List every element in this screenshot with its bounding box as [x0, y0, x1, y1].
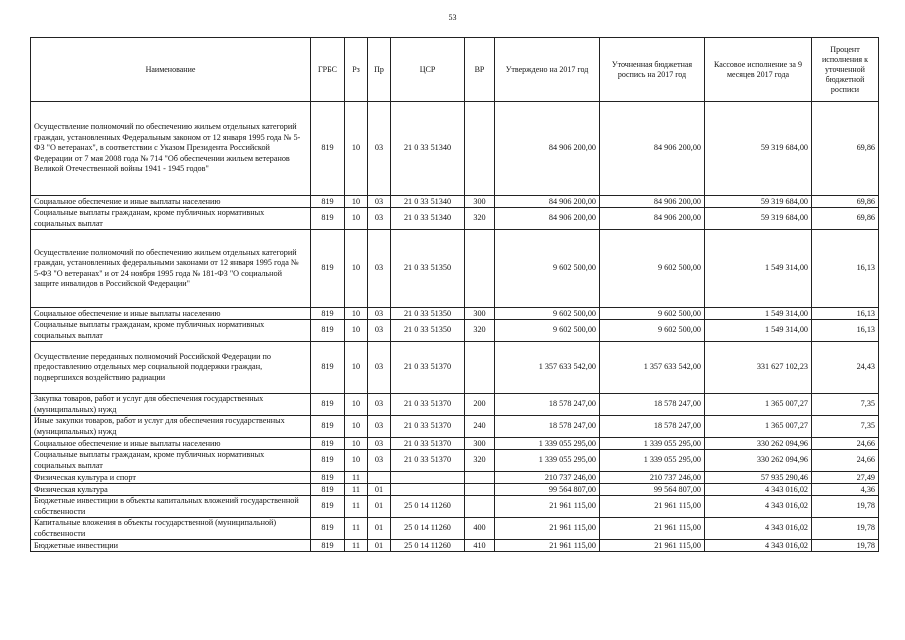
table-cell-csr	[391, 472, 465, 484]
table-cell-percent: 7,35	[812, 394, 879, 416]
table-cell-rz: 11	[345, 540, 368, 552]
table-cell-rz: 10	[345, 230, 368, 308]
table-cell-vr: 320	[465, 450, 495, 472]
table-cell-grbs: 819	[311, 540, 345, 552]
table-cell-refined: 84 906 200,00	[600, 196, 705, 208]
table-cell-csr: 21 0 33 51370	[391, 450, 465, 472]
table-cell-refined: 9 602 500,00	[600, 230, 705, 308]
table-cell-percent: 27,49	[812, 472, 879, 484]
header-pr: Пр	[368, 38, 391, 102]
table-cell-name: Социальное обеспечение и иные выплаты населению	[31, 438, 311, 450]
table-cell-cash: 57 935 290,46	[705, 472, 812, 484]
table-cell-name: Осуществление переданных полномочий Российской Федерации по предоставлению отдельных мер социальной поддержки граждан, подвергшихся воздействию радиации	[31, 342, 311, 394]
table-cell-approved: 21 961 115,00	[495, 540, 600, 552]
table-cell-vr	[465, 496, 495, 518]
header-refined: Уточненная бюджетная роспись на 2017 год	[600, 38, 705, 102]
table-cell-grbs: 819	[311, 102, 345, 196]
table-cell-csr: 21 0 33 51340	[391, 208, 465, 230]
table-cell-pr: 03	[368, 438, 391, 450]
table-cell-approved: 1 339 055 295,00	[495, 450, 600, 472]
table-row	[31, 196, 879, 208]
table-cell-refined: 18 578 247,00	[600, 394, 705, 416]
table-cell-grbs: 819	[311, 472, 345, 484]
table-cell-pr: 03	[368, 196, 391, 208]
table-cell-percent: 69,86	[812, 208, 879, 230]
table-cell-vr	[465, 472, 495, 484]
table-cell-csr	[391, 484, 465, 496]
table-cell-percent: 69,86	[812, 102, 879, 196]
table-cell-rz: 10	[345, 394, 368, 416]
table-cell-approved: 1 339 055 295,00	[495, 438, 600, 450]
table-cell-vr: 200	[465, 394, 495, 416]
table-cell-csr: 21 0 33 51350	[391, 320, 465, 342]
table-cell-refined: 21 961 115,00	[600, 540, 705, 552]
table-row	[31, 540, 879, 552]
table-cell-approved: 210 737 246,00	[495, 472, 600, 484]
table-cell-cash: 59 319 684,00	[705, 196, 812, 208]
table-cell-name: Капитальные вложения в объекты государственной (муниципальной) собственности	[31, 518, 311, 540]
table-cell-approved: 84 906 200,00	[495, 208, 600, 230]
table-cell-percent: 16,13	[812, 230, 879, 308]
table-cell-pr: 01	[368, 518, 391, 540]
table-cell-pr: 03	[368, 102, 391, 196]
table-cell-percent: 19,78	[812, 518, 879, 540]
table-cell-percent: 24,43	[812, 342, 879, 394]
header-percent: Процент исполнения к уточненной бюджетной росписи	[812, 38, 879, 102]
table-cell-approved: 84 906 200,00	[495, 102, 600, 196]
table-cell-grbs: 819	[311, 208, 345, 230]
table-cell-csr: 21 0 33 51370	[391, 438, 465, 450]
table-cell-refined: 84 906 200,00	[600, 208, 705, 230]
table-cell-name: Осуществление полномочий по обеспечению жильем отдельных категорий граждан, установленных Федеральным законом от 12 января 1995 года № 5-ФЗ "О ветеранах", в соответствии с Указом Президента Российской Федерации от 7 мая 2008 года № 714 "Об обеспечении жильем ветеранов Великой Отечественной войны 1941 - 1945 годов"	[31, 102, 311, 196]
table-row	[31, 342, 879, 394]
header-csr: ЦСР	[391, 38, 465, 102]
table-cell-vr: 240	[465, 416, 495, 438]
table-cell-name: Социальные выплаты гражданам, кроме публичных нормативных социальных выплат	[31, 320, 311, 342]
table-cell-refined: 84 906 200,00	[600, 102, 705, 196]
table-cell-cash: 331 627 102,23	[705, 342, 812, 394]
table-cell-percent: 69,86	[812, 196, 879, 208]
table-cell-pr: 03	[368, 320, 391, 342]
table-row	[31, 496, 879, 518]
table-row	[31, 518, 879, 540]
table-cell-rz: 10	[345, 416, 368, 438]
table-cell-rz: 10	[345, 438, 368, 450]
table-cell-vr: 320	[465, 208, 495, 230]
table-cell-percent: 19,78	[812, 496, 879, 518]
table-cell-pr: 01	[368, 496, 391, 518]
table-cell-rz: 11	[345, 472, 368, 484]
table-cell-percent: 16,13	[812, 308, 879, 320]
table-cell-approved: 9 602 500,00	[495, 308, 600, 320]
table-cell-refined: 1 339 055 295,00	[600, 450, 705, 472]
table-cell-vr	[465, 230, 495, 308]
table-cell-approved: 18 578 247,00	[495, 394, 600, 416]
table-cell-pr: 03	[368, 450, 391, 472]
table-row	[31, 438, 879, 450]
table-cell-rz: 10	[345, 342, 368, 394]
table-cell-pr	[368, 472, 391, 484]
table-cell-cash: 4 343 016,02	[705, 540, 812, 552]
table-cell-pr: 01	[368, 540, 391, 552]
table-cell-refined: 18 578 247,00	[600, 416, 705, 438]
budget-execution-table	[30, 37, 879, 552]
table-cell-vr: 320	[465, 320, 495, 342]
table-cell-rz: 11	[345, 518, 368, 540]
table-cell-name: Социальное обеспечение и иные выплаты населению	[31, 308, 311, 320]
header-cash: Кассовое исполнение за 9 месяцев 2017 года	[705, 38, 812, 102]
table-cell-grbs: 819	[311, 342, 345, 394]
table-cell-refined: 21 961 115,00	[600, 518, 705, 540]
table-cell-percent: 24,66	[812, 450, 879, 472]
table-cell-csr: 21 0 33 51350	[391, 230, 465, 308]
table-cell-approved: 9 602 500,00	[495, 230, 600, 308]
table-row	[31, 484, 879, 496]
header-grbs: ГРБС	[311, 38, 345, 102]
table-cell-refined: 210 737 246,00	[600, 472, 705, 484]
table-cell-rz: 10	[345, 102, 368, 196]
table-cell-approved: 1 357 633 542,00	[495, 342, 600, 394]
table-cell-name: Осуществление полномочий по обеспечению жильем отдельных категорий граждан, установленных федеральными законами от 12 января 1995 года № 5-ФЗ "О ветеранах" и от 24 ноября 1995 года № 181-ФЗ "О социальной защите инвалидов в Российской Федерации"	[31, 230, 311, 308]
page-number: 53	[448, 13, 457, 22]
table-cell-csr: 25 0 14 11260	[391, 540, 465, 552]
table-row	[31, 320, 879, 342]
table-cell-refined: 21 961 115,00	[600, 496, 705, 518]
table-cell-name: Социальные выплаты гражданам, кроме публичных нормативных социальных выплат	[31, 450, 311, 472]
table-cell-approved: 21 961 115,00	[495, 518, 600, 540]
table-header-row	[31, 38, 879, 102]
table-cell-vr	[465, 102, 495, 196]
table-cell-approved: 84 906 200,00	[495, 196, 600, 208]
table-cell-cash: 330 262 094,96	[705, 450, 812, 472]
table-cell-name: Физическая культура	[31, 484, 311, 496]
table-cell-rz: 10	[345, 196, 368, 208]
table-cell-vr	[465, 342, 495, 394]
table-cell-grbs: 819	[311, 518, 345, 540]
table-cell-cash: 1 365 007,27	[705, 394, 812, 416]
table-row	[31, 102, 879, 196]
table-cell-csr: 21 0 33 51370	[391, 342, 465, 394]
table-cell-vr: 410	[465, 540, 495, 552]
table-cell-rz: 10	[345, 450, 368, 472]
table-cell-grbs: 819	[311, 196, 345, 208]
table-cell-pr: 03	[368, 308, 391, 320]
table-cell-name: Социальное обеспечение и иные выплаты населению	[31, 196, 311, 208]
table-cell-csr: 21 0 33 51350	[391, 308, 465, 320]
table-cell-rz: 10	[345, 308, 368, 320]
table-cell-name: Бюджетные инвестиции	[31, 540, 311, 552]
table-cell-percent: 24,66	[812, 438, 879, 450]
table-cell-vr: 300	[465, 438, 495, 450]
table-cell-grbs: 819	[311, 416, 345, 438]
table-cell-cash: 1 365 007,27	[705, 416, 812, 438]
table-cell-pr: 03	[368, 342, 391, 394]
table-cell-grbs: 819	[311, 496, 345, 518]
table-cell-cash: 59 319 684,00	[705, 102, 812, 196]
header-rz: Рз	[345, 38, 368, 102]
table-cell-name: Бюджетные инвестиции в объекты капитальных вложений государственной собственности	[31, 496, 311, 518]
table-cell-approved: 99 564 807,00	[495, 484, 600, 496]
table-cell-cash: 330 262 094,96	[705, 438, 812, 450]
table-cell-refined: 1 357 633 542,00	[600, 342, 705, 394]
table-row	[31, 308, 879, 320]
table-cell-pr: 03	[368, 208, 391, 230]
table-row	[31, 394, 879, 416]
table-cell-name: Иные закупки товаров, работ и услуг для обеспечения государственных (муниципальных) нужд	[31, 416, 311, 438]
table-cell-cash: 4 343 016,02	[705, 484, 812, 496]
table-cell-name: Социальные выплаты гражданам, кроме публичных нормативных социальных выплат	[31, 208, 311, 230]
table-cell-approved: 9 602 500,00	[495, 320, 600, 342]
table-cell-vr: 300	[465, 308, 495, 320]
table-row	[31, 230, 879, 308]
table-cell-pr: 03	[368, 416, 391, 438]
table-cell-percent: 19,78	[812, 540, 879, 552]
table-cell-cash: 1 549 314,00	[705, 320, 812, 342]
table-cell-csr: 21 0 33 51340	[391, 196, 465, 208]
table-cell-rz: 11	[345, 496, 368, 518]
table-cell-rz: 11	[345, 484, 368, 496]
table-cell-approved: 18 578 247,00	[495, 416, 600, 438]
table-cell-cash: 1 549 314,00	[705, 230, 812, 308]
table-cell-csr: 25 0 14 11260	[391, 518, 465, 540]
table-cell-percent: 4,36	[812, 484, 879, 496]
table-cell-grbs: 819	[311, 308, 345, 320]
table-row	[31, 450, 879, 472]
table-cell-grbs: 819	[311, 320, 345, 342]
table-row	[31, 416, 879, 438]
table-cell-rz: 10	[345, 208, 368, 230]
table-cell-name: Закупка товаров, работ и услуг для обеспечения государственных (муниципальных) нужд	[31, 394, 311, 416]
header-approved: Утверждено на 2017 год	[495, 38, 600, 102]
header-name: Наименование	[31, 38, 311, 102]
table-cell-grbs: 819	[311, 230, 345, 308]
table-cell-cash: 1 549 314,00	[705, 308, 812, 320]
table-cell-approved: 21 961 115,00	[495, 496, 600, 518]
table-cell-csr: 21 0 33 51370	[391, 416, 465, 438]
table-cell-name: Физическая культура и спорт	[31, 472, 311, 484]
table-cell-refined: 9 602 500,00	[600, 308, 705, 320]
table-cell-cash: 4 343 016,02	[705, 518, 812, 540]
table-row	[31, 472, 879, 484]
table-cell-pr: 03	[368, 230, 391, 308]
table-cell-pr: 03	[368, 394, 391, 416]
table-cell-percent: 16,13	[812, 320, 879, 342]
table-cell-vr	[465, 484, 495, 496]
table-cell-refined: 99 564 807,00	[600, 484, 705, 496]
table-cell-cash: 4 343 016,02	[705, 496, 812, 518]
table-row	[31, 208, 879, 230]
table-cell-refined: 9 602 500,00	[600, 320, 705, 342]
table-cell-grbs: 819	[311, 438, 345, 450]
table-cell-csr: 25 0 14 11260	[391, 496, 465, 518]
table-cell-percent: 7,35	[812, 416, 879, 438]
header-vr: ВР	[465, 38, 495, 102]
table-cell-vr: 300	[465, 196, 495, 208]
table-cell-rz: 10	[345, 320, 368, 342]
table-cell-csr: 21 0 33 51340	[391, 102, 465, 196]
table-cell-grbs: 819	[311, 450, 345, 472]
table-cell-grbs: 819	[311, 394, 345, 416]
table-cell-vr: 400	[465, 518, 495, 540]
table-cell-pr: 01	[368, 484, 391, 496]
table-cell-grbs: 819	[311, 484, 345, 496]
table-cell-refined: 1 339 055 295,00	[600, 438, 705, 450]
table-cell-csr: 21 0 33 51370	[391, 394, 465, 416]
table-cell-cash: 59 319 684,00	[705, 208, 812, 230]
